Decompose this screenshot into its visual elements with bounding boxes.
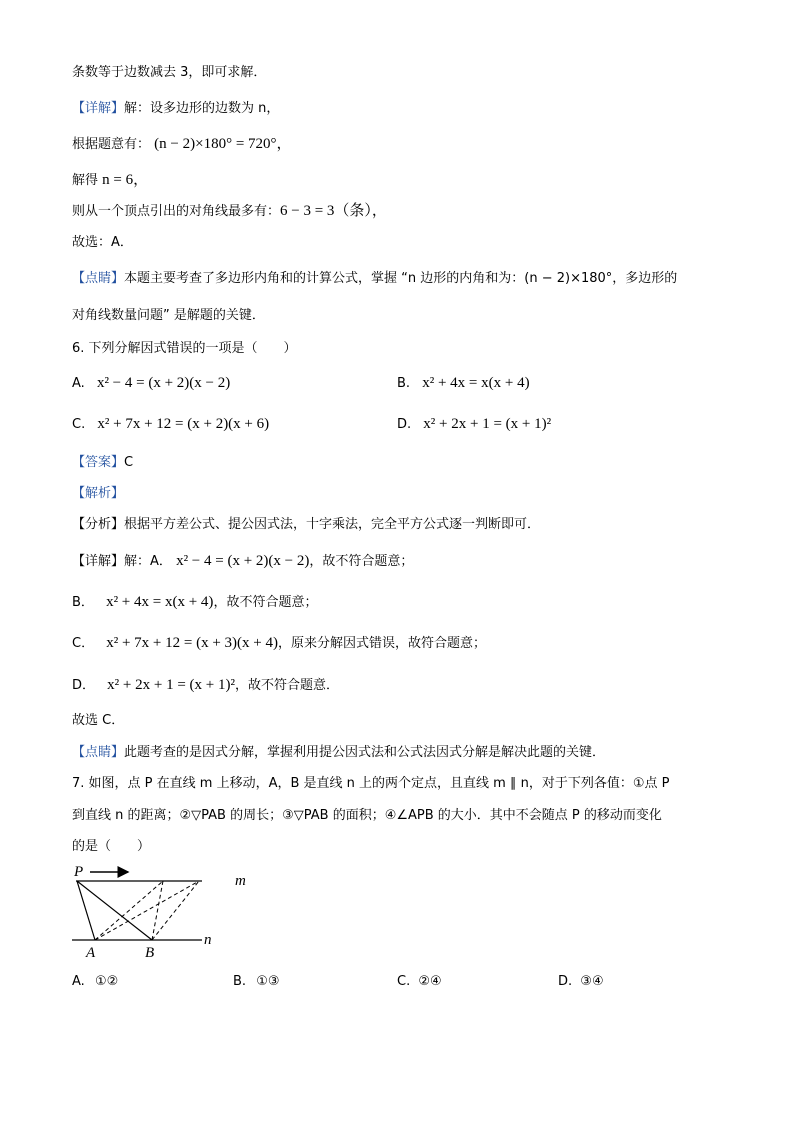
dashed-segment bbox=[152, 881, 163, 940]
detail-text: 解：设多边形的边数为 n， bbox=[124, 101, 280, 116]
diagonal-value: 6 − 3 = 3（条）， bbox=[280, 203, 387, 219]
question-7-line-2: 到直线 n 的距离；②▽PAB 的周长；③▽PAB 的面积；④∠APB 的大小．其中不会随点 P 的移动而变化 bbox=[72, 808, 662, 823]
label-n: n bbox=[204, 932, 212, 948]
q6-comment-text: 此题考查的是因式分解，掌握利用提公因式法和公式法因式分解是解决此题的关键． bbox=[124, 745, 606, 760]
q6-option-c[interactable] bbox=[72, 415, 269, 434]
option-label: D. bbox=[397, 417, 412, 432]
detail-b-suffix: ，故不符合题意； bbox=[213, 595, 318, 610]
option-text: ①② bbox=[94, 974, 119, 989]
detail-c-prefix: C． bbox=[72, 636, 95, 651]
option-label: C. bbox=[72, 417, 86, 432]
fenxi-line bbox=[72, 516, 540, 534]
answer-line bbox=[72, 454, 133, 472]
detail-d-prefix: D． bbox=[72, 678, 96, 693]
q6-option-d[interactable] bbox=[397, 415, 551, 434]
equation: (n − 2)×180° = 720°， bbox=[154, 136, 292, 152]
option-label: D. bbox=[558, 974, 573, 989]
detail-d-expr: x² + 2x + 1 = (x + 1)² bbox=[107, 677, 235, 693]
q6-comment-label: 【点睛】 bbox=[72, 745, 125, 760]
comment-label: 【点睛】 bbox=[72, 271, 125, 286]
question-7-line-3: 的是（ ） bbox=[72, 839, 151, 854]
solve-line bbox=[72, 171, 148, 190]
detail-b-prefix: B． bbox=[72, 595, 94, 610]
detail-c-suffix: ，原来分解因式错误，故符合题意； bbox=[278, 636, 487, 651]
option-label: C. bbox=[397, 974, 411, 989]
diagonal-line bbox=[72, 202, 387, 221]
analysis-label bbox=[72, 485, 124, 503]
answer-value: C bbox=[124, 455, 134, 470]
detail-b-expr: x² + 4x = x(x + 4) bbox=[106, 594, 214, 610]
detail-a-prefix: 解：A． bbox=[124, 554, 172, 569]
q7-option-b[interactable] bbox=[233, 973, 280, 991]
option-label: B. bbox=[233, 974, 247, 989]
option-label: A. bbox=[72, 974, 85, 989]
fenxi-text: 根据平方差公式、提公因式法，十字乘法，完全平方公式逐一判断即可． bbox=[124, 517, 541, 532]
detail-a-suffix: ，故不符合题意； bbox=[309, 554, 414, 569]
detail-d-line bbox=[72, 676, 339, 695]
dashed-segment bbox=[152, 881, 199, 940]
question-6-stem: 6. 下列分解因式错误的一项是（ ） bbox=[72, 341, 297, 356]
detail-label: 【详解】 bbox=[72, 101, 125, 116]
label-B: B bbox=[145, 945, 155, 961]
answer-label: 【答案】 bbox=[72, 455, 125, 470]
detail-label: 【详解】 bbox=[72, 554, 125, 569]
text-line: 条数等于边数减去 3，即可求解． bbox=[72, 65, 267, 80]
option-expr: x² + 4x = x(x + 4) bbox=[422, 375, 530, 391]
option-text: ②④ bbox=[418, 974, 442, 989]
option-expr: x² + 2x + 1 = (x + 1)² bbox=[423, 416, 552, 432]
option-text: ①③ bbox=[256, 974, 280, 989]
label-P: P bbox=[74, 864, 84, 880]
detail-c-line bbox=[72, 634, 486, 653]
comment-text: 本题主要考查了多边形内角和的计算公式，掌握 “n 边形的内角和为：(n − 2)×180°，多边形的 bbox=[124, 271, 678, 286]
detail-b-line bbox=[72, 593, 317, 612]
equation-line bbox=[72, 135, 292, 154]
option-text: ③④ bbox=[580, 974, 604, 989]
label-A: A bbox=[86, 945, 96, 961]
detail-a-expr: x² − 4 = (x + 2)(x − 2) bbox=[176, 553, 310, 569]
detail-a-line bbox=[72, 552, 413, 571]
detail-d-suffix: ，故不符合题意． bbox=[234, 678, 339, 693]
comment-line-2: 对角线数量问题” 是解题的关键． bbox=[72, 308, 265, 323]
option-label: A. bbox=[72, 376, 85, 391]
detail-c-expr: x² + 7x + 12 = (x + 3)(x + 4) bbox=[106, 635, 278, 651]
q7-option-c[interactable] bbox=[397, 973, 442, 991]
detail-line bbox=[72, 100, 279, 118]
q6-option-a[interactable] bbox=[72, 374, 230, 393]
question-7-line-1: 7. 如图，点 P 在直线 m 上移动，A，B 是直线 n 上的两个定点，且直线 m ∥ n，对于下列各值：①点 P bbox=[72, 776, 670, 791]
choice-line: 故选：A． bbox=[72, 235, 133, 250]
q6-option-b[interactable] bbox=[397, 374, 530, 393]
q7-option-a[interactable] bbox=[72, 973, 118, 991]
solve-value: n = 6， bbox=[102, 172, 149, 188]
segment-PA bbox=[77, 881, 95, 940]
option-expr: x² + 7x + 12 = (x + 2)(x + 6) bbox=[97, 416, 270, 432]
equation-intro: 根据题意有： bbox=[72, 137, 151, 152]
solve-intro: 解得 bbox=[72, 173, 99, 188]
fenxi-label: 【分析】 bbox=[72, 517, 125, 532]
parallel-lines-figure bbox=[68, 860, 258, 965]
dashed-segment bbox=[95, 881, 199, 940]
analysis-label-text: 【解析】 bbox=[72, 486, 125, 501]
dashed-segment bbox=[95, 881, 163, 940]
q7-option-d[interactable] bbox=[558, 973, 604, 991]
option-expr: x² − 4 = (x + 2)(x − 2) bbox=[96, 375, 231, 391]
comment-line bbox=[72, 270, 677, 288]
q6-choice-line: 故选 C． bbox=[72, 713, 125, 728]
q6-comment-line bbox=[72, 744, 605, 762]
label-m: m bbox=[235, 873, 246, 889]
option-label: B. bbox=[397, 376, 411, 391]
segment-PB bbox=[77, 881, 152, 940]
diagonal-intro: 则从一个顶点引出的对角线最多有： bbox=[72, 204, 281, 219]
